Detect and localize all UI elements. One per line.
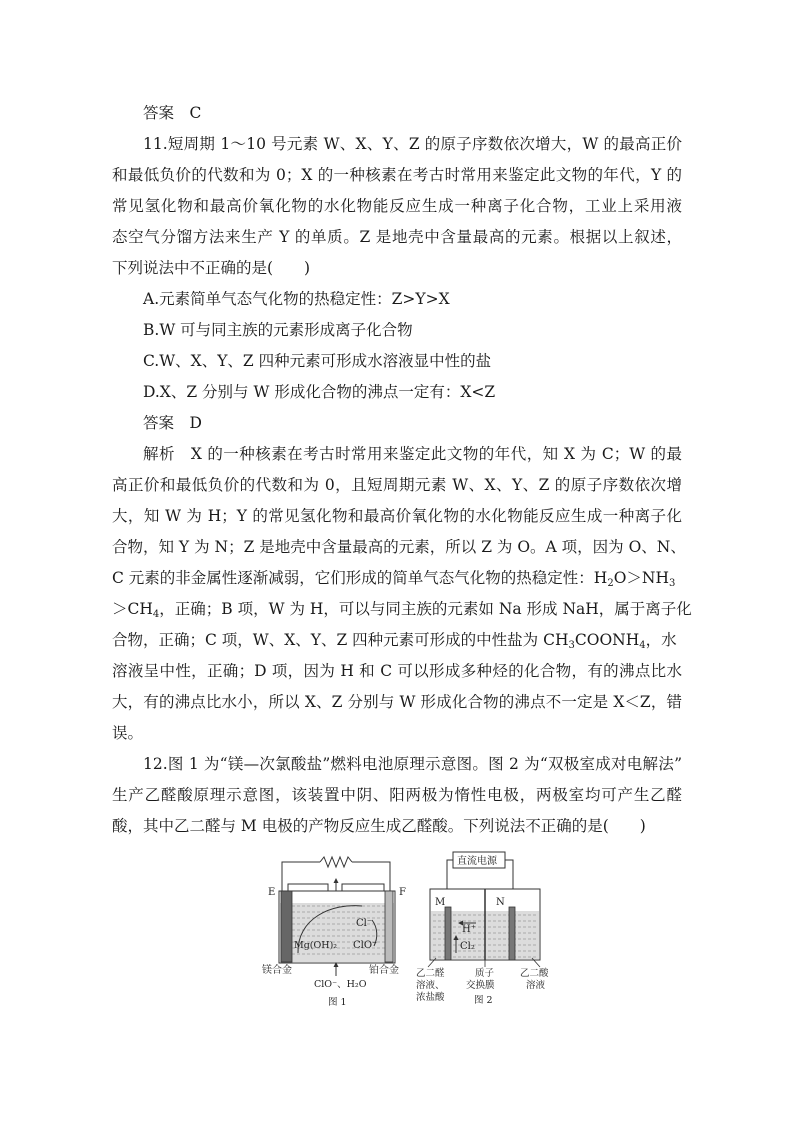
- current-arrow-icon: [334, 878, 339, 883]
- right-note-line: 溶液: [526, 980, 546, 991]
- electrode-n: [509, 907, 515, 960]
- label-mg-alloy: 镁合金: [262, 965, 292, 976]
- left-note-line: 溶液、: [416, 980, 445, 991]
- q11-analysis-line: $>CH_4$，正确；B 项，W 为 H，可以与同主族的元素如 Na 形成 NaH，属于离子化: [112, 600, 692, 620]
- label-n: N: [496, 897, 505, 908]
- left-note-line: 浓盐酸: [416, 992, 445, 1003]
- figure-1-fuel-cell: [262, 848, 412, 1008]
- q11-analysis-line: 大，知 W 为 H；Y 的常见氢化物和最高价氧化物的水化物能反应生成一种离子化: [112, 507, 682, 525]
- left-note-line: 乙二醛: [416, 968, 445, 979]
- label-h-plus: H⁺: [462, 924, 476, 935]
- q12-stem-line: 生产乙醛酸原理示意图，该装置中阴、阳两极为惰性电极，两极室均可产生乙醛: [112, 786, 682, 804]
- q10-answer: 答案 C: [143, 104, 202, 122]
- q11-option-d: D.X、Z 分别与 W 形成化合物的沸点一定有：X<Z: [143, 383, 496, 401]
- q11-stem-line: 11.短周期 1～10 号元素 W、X、Y、Z 的原子序数依次增大，W 的最高正价: [143, 135, 682, 153]
- q11-option-b: B.W 可与同主族的元素形成离子化合物: [143, 321, 413, 339]
- mid-note-line: 交换膜: [466, 980, 495, 991]
- wire: [288, 884, 328, 891]
- q11-analysis-line: 误。: [112, 724, 144, 742]
- label-cl: Cl⁻: [356, 918, 373, 929]
- label-f: F: [399, 887, 406, 898]
- figure-2-caption: 图 2: [474, 995, 493, 1006]
- q11-analysis-line: 合物，知 Y 为 N；Z 是地壳中含量最高的元素，所以 Z 为 O。A 项，因为 O、N、: [112, 538, 686, 556]
- pt-electrode: [385, 891, 393, 962]
- q11-analysis-line: 溶液呈中性，正确；D 项，因为 H 和 C 可以形成多种烃的化合物，有的沸点比水: [112, 662, 682, 680]
- q11-option-c: C.W、X、Y、Z 四种元素可形成水溶液显中性的盐: [143, 352, 492, 370]
- label-cl2: Cl₂: [460, 941, 475, 952]
- q11-stem-line: 常见氢化物和最高价氧化物的水化物能反应生成一种离子化合物，工业上采用液: [112, 197, 682, 215]
- label-clo: ClO⁻: [353, 940, 378, 951]
- q12-stem-line: 12.图 1 为“镁—次氯酸盐”燃料电池原理示意图。图 2 为“双极室成对电解法”: [143, 755, 682, 773]
- q11-analysis-line: 解析 X 的一种核素在考古时常用来鉴定此文物的年代，知 X 为 C；W 的最: [143, 445, 682, 463]
- q11-option-a: A.元素简单气态气化物的热稳定性：Z>Y>X: [143, 290, 450, 308]
- label-e: E: [268, 887, 276, 898]
- q11-analysis-line: 合物，正确；C 项，W、X、Y、Z 四种元素可形成的中性盐为 $CH_3COONH_4$，水: [112, 631, 677, 651]
- electrode-m: [445, 907, 451, 960]
- q11-stem-line: 态空气分馏方法来生产 Y 的单质。Z 是地壳中含量最高的元素。根据以上叙述，: [112, 228, 682, 246]
- q11-stem-line: 和最低负价的代数和为 0；X 的一种核素在考古时常用来鉴定此文物的年代，Y 的: [112, 166, 682, 184]
- q11-analysis-line: 大，有的沸点比水小，所以 X、Z 分别与 W 形成化合物的沸点不一定是 X＜Z，错: [112, 693, 682, 711]
- right-note-line: 乙二酸: [520, 968, 549, 979]
- wire: [342, 884, 384, 891]
- q11-analysis-line: C 元素的非金属性逐渐减弱，它们形成的简单气态气化物的热稳定性：$H_2O>NH_3$: [112, 569, 676, 589]
- label-m: M: [435, 897, 446, 908]
- label-inlet: ClO⁻、H₂O: [314, 979, 367, 990]
- q11-analysis-line: 高正价和最低负价的代数和为 0，且短周期元素 W、X、Y、Z 的原子序数依次增: [112, 476, 682, 494]
- mg-electrode: [281, 891, 292, 962]
- power-label: 直流电源: [457, 856, 497, 867]
- figure-2-electrolysis: [416, 845, 556, 1008]
- mid-note-line: 质子: [475, 968, 495, 979]
- resistor-icon: [320, 857, 352, 867]
- figure-1-caption: 图 1: [328, 997, 347, 1008]
- label-mg-oh: Mg(OH)₂: [294, 940, 338, 951]
- label-pt-alloy: 铂合金: [369, 965, 399, 976]
- q11-stem-line: 下列说法中不正确的是( ): [112, 259, 311, 277]
- q12-stem-line: 酸，其中乙二醛与 M 电极的产物反应生成乙醛酸。下列说法不正确的是( ): [112, 817, 646, 835]
- q11-answer: 答案 D: [143, 414, 202, 432]
